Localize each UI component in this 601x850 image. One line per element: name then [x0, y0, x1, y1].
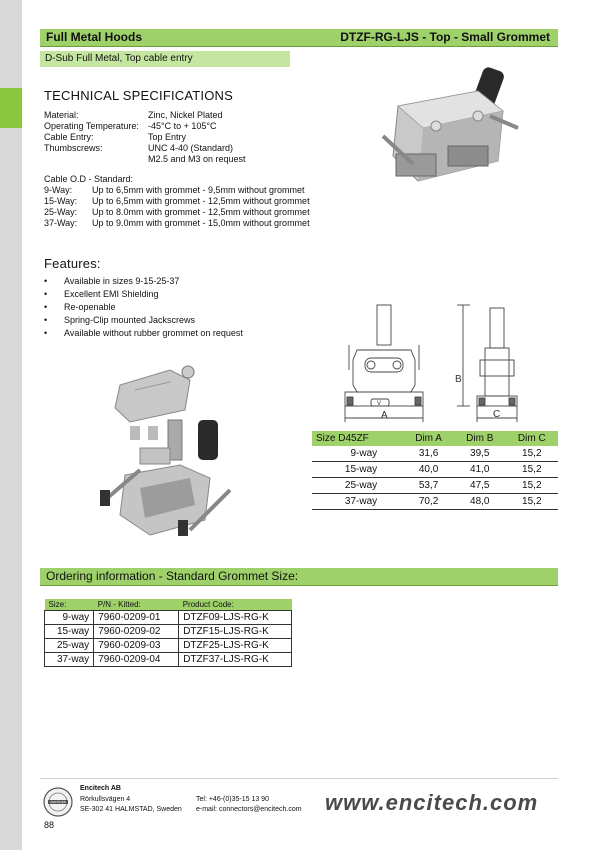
dimensions-cell: 70,2	[418, 496, 439, 507]
ordering-row	[45, 653, 292, 667]
v-mark: V	[377, 401, 382, 407]
ord-header-code: Product Code:	[179, 599, 292, 611]
dimensions-cell: 25-way	[344, 480, 378, 491]
spec-value: Zinc, Nickel Plated	[148, 110, 223, 120]
dimensions-cell: 31,6	[418, 448, 439, 459]
bullet-icon: •	[44, 328, 48, 338]
ordering-cell: 7960-0209-01	[94, 611, 179, 625]
dimensions-cell: 41,0	[470, 464, 490, 475]
dimensions-cell: 15,2	[522, 464, 542, 475]
ordering-row	[45, 625, 292, 639]
spec-value: -45°C to + 105°C	[148, 121, 217, 131]
spec-label: Thumbscrews:	[44, 143, 103, 153]
footer-company: Encitech AB	[80, 785, 121, 792]
cable-od-label: 9-Way:	[44, 185, 73, 195]
spec-row	[44, 110, 223, 121]
footer-tel: Tel: +46-(0)35-15 13 90	[196, 796, 269, 803]
dimensions-cell: 53,7	[418, 480, 439, 491]
ordering-row	[45, 611, 292, 625]
feature-text: Available without rubber grommet on request	[64, 328, 243, 338]
dimensions-table	[312, 431, 558, 510]
dim-a-label: A	[381, 410, 388, 421]
footer-street: Rörkullsvägen 4	[80, 796, 131, 803]
feature-item	[44, 328, 243, 338]
spec-label: Material:	[44, 110, 79, 120]
feature-text: Available in sizes 9-15-25-37	[64, 276, 180, 286]
footer-email: e-mail: connectors@encitech.com	[196, 806, 302, 813]
cable-od-row	[44, 196, 310, 207]
feature-item	[44, 276, 179, 286]
dimensions-cell: 15,2	[522, 496, 542, 507]
spec-value: M2.5 and M3 on request	[148, 154, 246, 164]
ord-header-pn: P/N - Kitted:	[94, 599, 179, 611]
ordering-cell: DTZF25-LJS-RG-K	[179, 639, 292, 653]
ordering-cell: 25-way	[45, 639, 94, 653]
ordering-table	[44, 599, 292, 667]
ordering-cell: 7960-0209-04	[94, 653, 179, 667]
feature-text: Excellent EMI Shielding	[64, 289, 159, 299]
subtitle-bar	[40, 51, 290, 67]
cable-od-label: 15-Way:	[44, 196, 78, 206]
feature-text: Re-openable	[64, 302, 116, 312]
spec-row	[44, 143, 233, 154]
feature-text: Spring-Clip mounted Jackscrews	[64, 315, 196, 325]
header-left-title: Full Metal Hoods	[46, 30, 142, 44]
certification-logo	[42, 786, 74, 818]
cable-od-value: Up to 6,5mm with grommet - 9,5mm without grommet	[92, 185, 305, 195]
feature-item	[44, 315, 195, 325]
ordering-cell: 15-way	[45, 625, 94, 639]
dimensions-cell: 48,0	[470, 496, 490, 507]
dim-b-label: B	[455, 374, 462, 385]
bullet-icon: •	[44, 315, 48, 325]
dim-header-size: Size D45ZF	[316, 433, 369, 444]
dimensions-cell: 15-way	[344, 464, 378, 475]
dim-header-a: Dim A	[415, 433, 442, 444]
header-bar	[40, 29, 558, 47]
feature-item	[44, 289, 159, 299]
dimensions-cell: 39,5	[470, 448, 490, 459]
bullet-icon: •	[44, 276, 48, 286]
dimensions-cell: 47,5	[470, 480, 490, 491]
ordering-cell: DTZF15-LJS-RG-K	[179, 625, 292, 639]
ordering-heading: Ordering information - Standard Grommet Size:	[46, 569, 299, 583]
ordering-cell: 37-way	[45, 653, 94, 667]
dimensions-table-header	[312, 431, 558, 446]
ordering-cell: 7960-0209-03	[94, 639, 179, 653]
header-right-title: DTZF-RG-LJS - Top - Small Grommet	[340, 30, 550, 44]
cable-od-value: Up to 9.0mm with grommet - 15,0mm without grommet	[92, 218, 310, 228]
sidebar-accent-tab	[0, 88, 22, 128]
page-number: 88	[44, 820, 55, 830]
bullet-icon: •	[44, 302, 48, 312]
spec-row	[44, 121, 216, 132]
ordering-bar	[40, 568, 558, 586]
cable-od-row	[44, 218, 310, 229]
dimensions-row	[312, 446, 558, 462]
dimensions-cell: 9-way	[350, 448, 378, 459]
dimensions-row	[312, 478, 558, 494]
ordering-row	[45, 639, 292, 653]
cable-od-title: Cable O.D - Standard:	[44, 174, 134, 184]
cable-od-row	[44, 185, 305, 196]
ordering-cell: 7960-0209-02	[94, 625, 179, 639]
dimensions-cell: 15,2	[522, 448, 542, 459]
dimensions-cell: 37-way	[344, 496, 378, 507]
spec-row	[44, 132, 186, 143]
logo-text: CERTIFIED	[50, 800, 66, 805]
ordering-table-header	[45, 599, 292, 611]
footer-city: SE-302 41 HALMSTAD, Sweden	[80, 806, 182, 813]
ordering-cell: DTZF37-LJS-RG-K	[179, 653, 292, 667]
dim-c-label: C	[493, 409, 501, 420]
dimensions-cell: 40,0	[418, 464, 439, 475]
bullet-icon: •	[44, 289, 48, 299]
hood-photo	[378, 66, 528, 196]
spec-row	[44, 154, 246, 165]
cable-od-value: Up to 6,5mm with grommet - 12,5mm without grommet	[92, 196, 310, 206]
spec-value: UNC 4-40 (Standard)	[148, 143, 234, 153]
dimensions-row	[312, 494, 558, 510]
feature-item	[44, 302, 116, 312]
features-heading: Features:	[44, 256, 101, 271]
footer-divider	[40, 778, 558, 779]
spec-label: Cable Entry:	[44, 132, 94, 142]
spec-value: Top Entry	[148, 132, 187, 142]
cable-od-label: 37-Way:	[44, 218, 78, 228]
dimension-drawing	[335, 300, 545, 425]
cable-od-label: 25-Way:	[44, 207, 78, 217]
dimensions-row	[312, 462, 558, 478]
spec-label: Operating Temperature:	[44, 121, 139, 131]
dim-header-c: Dim C	[517, 433, 546, 444]
subtitle: D-Sub Full Metal, Top cable entry	[45, 53, 193, 64]
dim-header-b: Dim B	[466, 433, 494, 444]
ord-header-size: Size:	[45, 599, 94, 611]
tech-spec-heading: TECHNICAL SPECIFICATIONS	[44, 88, 233, 103]
cable-od-value: Up to 8.0mm with grommet - 12,5mm without grommet	[92, 207, 310, 217]
footer-website[interactable]: www.encitech.com	[325, 790, 539, 815]
ordering-cell: DTZF09-LJS-RG-K	[179, 611, 292, 625]
cable-od-row	[44, 207, 310, 218]
ordering-cell: 9-way	[45, 611, 94, 625]
exploded-view-photo	[100, 360, 250, 545]
dimensions-cell: 15,2	[522, 480, 542, 491]
